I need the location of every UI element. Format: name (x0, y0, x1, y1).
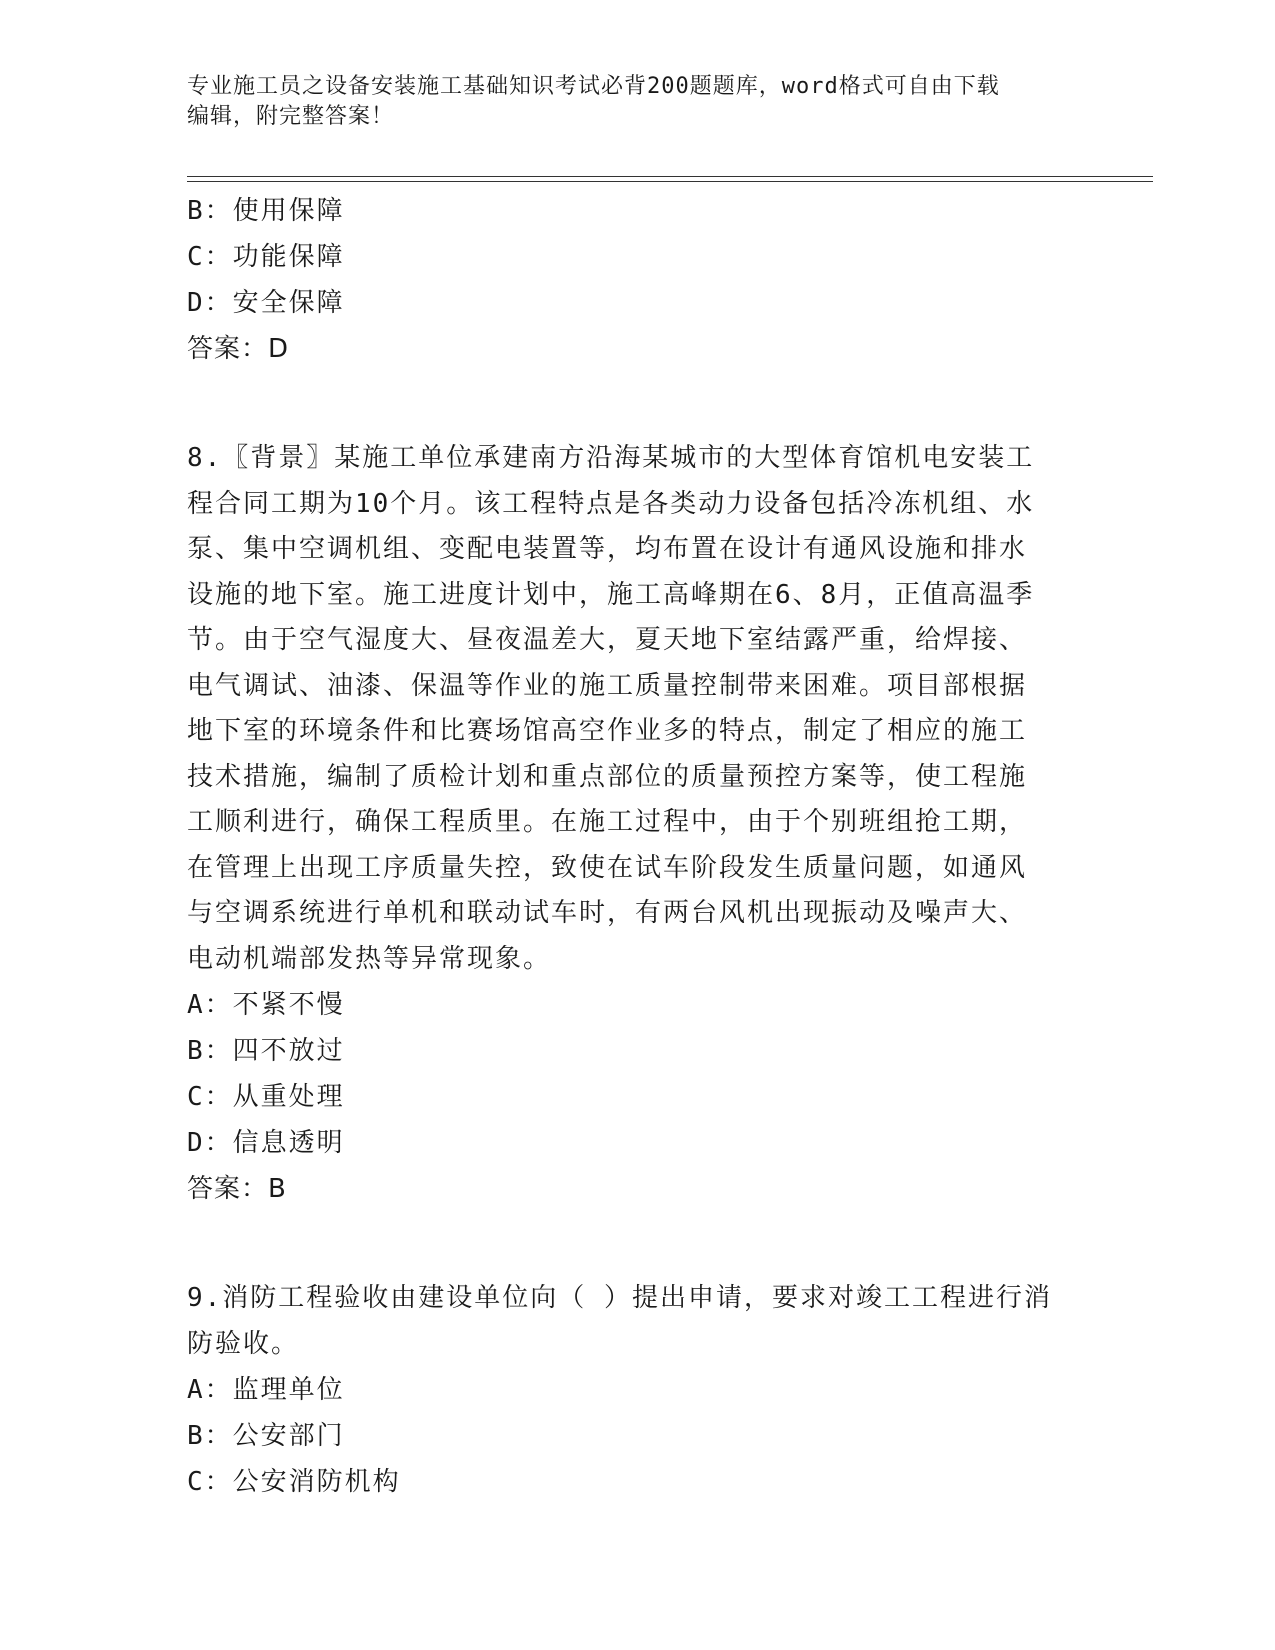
option-d: D：信息透明 (187, 1128, 345, 1158)
question-text (187, 1276, 1067, 1367)
option-b: B：四不放过 (187, 1036, 345, 1066)
header-divider-bottom (187, 181, 1153, 182)
question-text-line: 防验收。 (187, 1328, 300, 1359)
option-a: A：不紧不慢 (187, 990, 345, 1020)
header-divider-top (187, 176, 1153, 177)
option-c: C：公安消防机构 (187, 1467, 401, 1497)
question-8 (187, 436, 1067, 1212)
option-c: C：从重处理 (187, 1082, 345, 1112)
question-text-line: 技术措施，编制了质检计划和重点部位的质量预控方案等，使工程施 (187, 761, 1028, 792)
question-text-line: 电气调试、油漆、保温等作业的施工质量控制带来困难。项目部根据 (187, 670, 1028, 701)
question-7 (187, 188, 1067, 372)
question-spacer (187, 372, 1067, 436)
question-text-line: 9.消防工程验收由建设单位向（ ）提出申请，要求对竣工工程进行消 (187, 1283, 1052, 1313)
question-text-line: 8.〖背景〗某施工单位承建南方沿海某城市的大型体育馆机电安装工 (187, 443, 1035, 473)
question-text-line: 电动机端部发热等异常现象。 (187, 943, 552, 974)
question-text-line: 泵、集中空调机组、变配电装置等，均布置在设计有通风设施和排水 (187, 534, 1028, 564)
answer-line: 答案：D (187, 334, 290, 364)
question-text-line: 在管理上出现工序质量失控，致使在试车阶段发生质量问题，如通风 (187, 852, 1028, 883)
question-spacer (187, 1212, 1067, 1276)
question-text-line: 地下室的环境条件和比赛场馆高空作业多的特点，制定了相应的施工 (187, 716, 1028, 746)
answer-line: 答案：B (187, 1174, 287, 1204)
document-header (187, 72, 1087, 132)
option-a: A：监理单位 (187, 1375, 345, 1405)
header-title-line-1: 专业施工员之设备安装施工基础知识考试必背200题题库，word格式可自由下载 (187, 74, 1000, 99)
question-text-line: 工顺利进行，确保工程质里。在施工过程中，由于个别班组抢工期， (187, 807, 1028, 837)
question-9 (187, 1276, 1067, 1505)
question-text-line: 节。由于空气湿度大、昼夜温差大，夏天地下室结露严重，给焊接、 (187, 625, 1028, 655)
option-b: B：使用保障 (187, 196, 345, 226)
question-text-line: 设施的地下室。施工进度计划中，施工高峰期在6、8月，正值高温季 (187, 579, 1035, 610)
question-text-line: 程合同工期为10个月。该工程特点是各类动力设备包括冷冻机组、水 (187, 488, 1035, 519)
option-b: B：公安部门 (187, 1421, 345, 1451)
question-text (187, 436, 1067, 982)
option-d: D：安全保障 (187, 288, 345, 318)
header-title-line-2: 编辑，附完整答案！ (187, 104, 395, 129)
question-content (187, 188, 1067, 1505)
option-c: C：功能保障 (187, 242, 345, 272)
question-text-line: 与空调系统进行单机和联动试车时，有两台风机出现振动及噪声大、 (187, 898, 1028, 928)
